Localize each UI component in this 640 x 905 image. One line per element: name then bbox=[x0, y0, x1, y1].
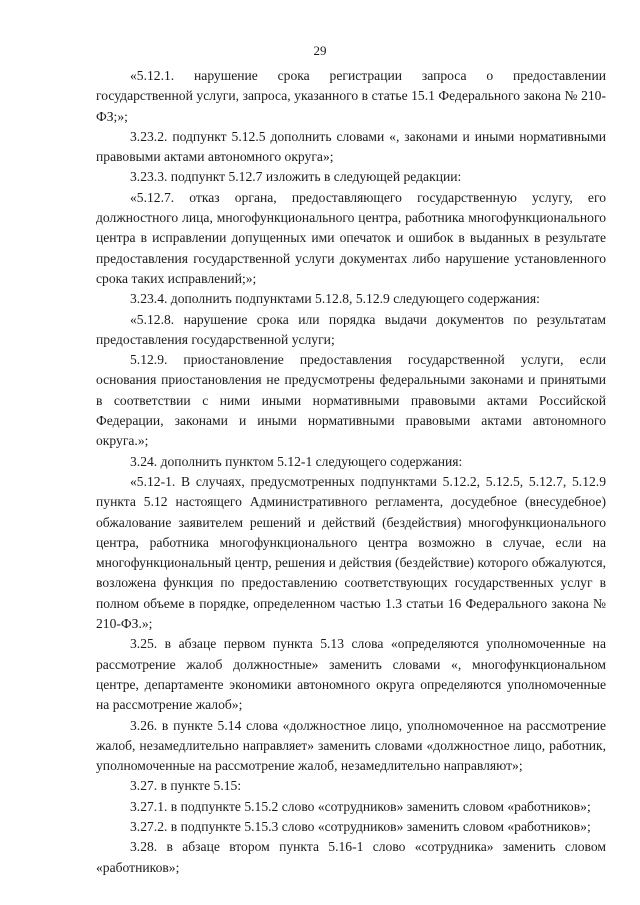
paragraph-5-12-1-new: «5.12-1. В случаях, предусмотренных подпунктами 5.12.2, 5.12.5, 5.12.7, 5.12.9 пункта 5.12 настоящего Административного регламента, досудебное (внесудебное) обжалование заявителем решений и действий (бездействия) многофункционального центра, работника многофункционального центра возможно в случае, если на многофункциональный центр, решения и действия (бездействие) которого обжалуются, возложена функция по предоставлению соответствующих государственных услуг в полном объеме в порядке, определенном частью 1.3 статьи 16 Федерального закона № 210-ФЗ.»; bbox=[96, 473, 606, 632]
document-body bbox=[96, 66, 606, 878]
paragraph-3-24: 3.24. дополнить пунктом 5.12-1 следующего содержания: bbox=[130, 453, 463, 469]
paragraph-5-12-9: 5.12.9. приостановление предоставления государственной услуги, если основания приостановления не предусмотрены федеральными законами и принятыми в соответствии с ними иными нормативными правовыми актами Российской Федерации, законами и иными нормативными правовыми актами автономного округа.»; bbox=[96, 352, 606, 449]
paragraph-3-26: 3.26. в пункте 5.14 слова «должностное лицо, уполномоченное на рассмотрение жалоб, незамедлительно направляет» заменить словами «должностное лицо, работник, уполномоченные на рассмотрение жалоб, незамедлительно направляют»; bbox=[96, 717, 606, 774]
paragraph-3-23-3: 3.23.3. подпункт 5.12.7 изложить в следующей редакции: bbox=[130, 169, 462, 185]
paragraph-3-25: 3.25. в абзаце первом пункта 5.13 слова «определяются уполномоченные на рассмотрение жалоб должностные» заменить словами «, многофункциональном центре, департаменте экономики автономного округа определяются уполномоченные на рассмотрение жалоб»; bbox=[96, 636, 606, 713]
paragraph-3-27-1: 3.27.1. в подпункте 5.15.2 слово «сотрудников» заменить словом «работников»; bbox=[130, 798, 591, 814]
paragraph-3-27: 3.27. в пункте 5.15: bbox=[130, 778, 242, 794]
paragraph-5-12-7: «5.12.7. отказ органа, предоставляющего государственную услугу, его должностного лица, многофункционального центра, работника многофункционального центра в исправлении допущенных ими опечаток и ошибок в выданных в результате предоставления государственной услуги документах либо нарушение установленного срока таких исправлений;»; bbox=[96, 189, 606, 286]
paragraph-5-12-1: «5.12.1. нарушение срока регистрации запроса о предоставлении государственной услуги, запроса, указанного в статье 15.1 Федерального закона № 210-ФЗ;»; bbox=[96, 68, 606, 124]
paragraph-3-23-2: 3.23.2. подпункт 5.12.5 дополнить словами «, законами и иными нормативными правовыми актами автономного округа»; bbox=[96, 128, 606, 165]
paragraph-3-27-2: 3.27.2. в подпункте 5.15.3 слово «сотрудников» заменить словом «работников»; bbox=[130, 818, 591, 834]
paragraph-3-28: 3.28. в абзаце втором пункта 5.16-1 слово «сотрудника» заменить словом «работников»; bbox=[96, 839, 606, 875]
paragraph-5-12-8: «5.12.8. нарушение срока или порядка выдачи документов по результатам предоставления государственной услуги; bbox=[96, 311, 606, 347]
paragraph-3-23-4: 3.23.4. дополнить подпунктами 5.12.8, 5.12.9 следующего содержания: bbox=[130, 291, 540, 307]
page-number: 29 bbox=[313, 43, 327, 58]
